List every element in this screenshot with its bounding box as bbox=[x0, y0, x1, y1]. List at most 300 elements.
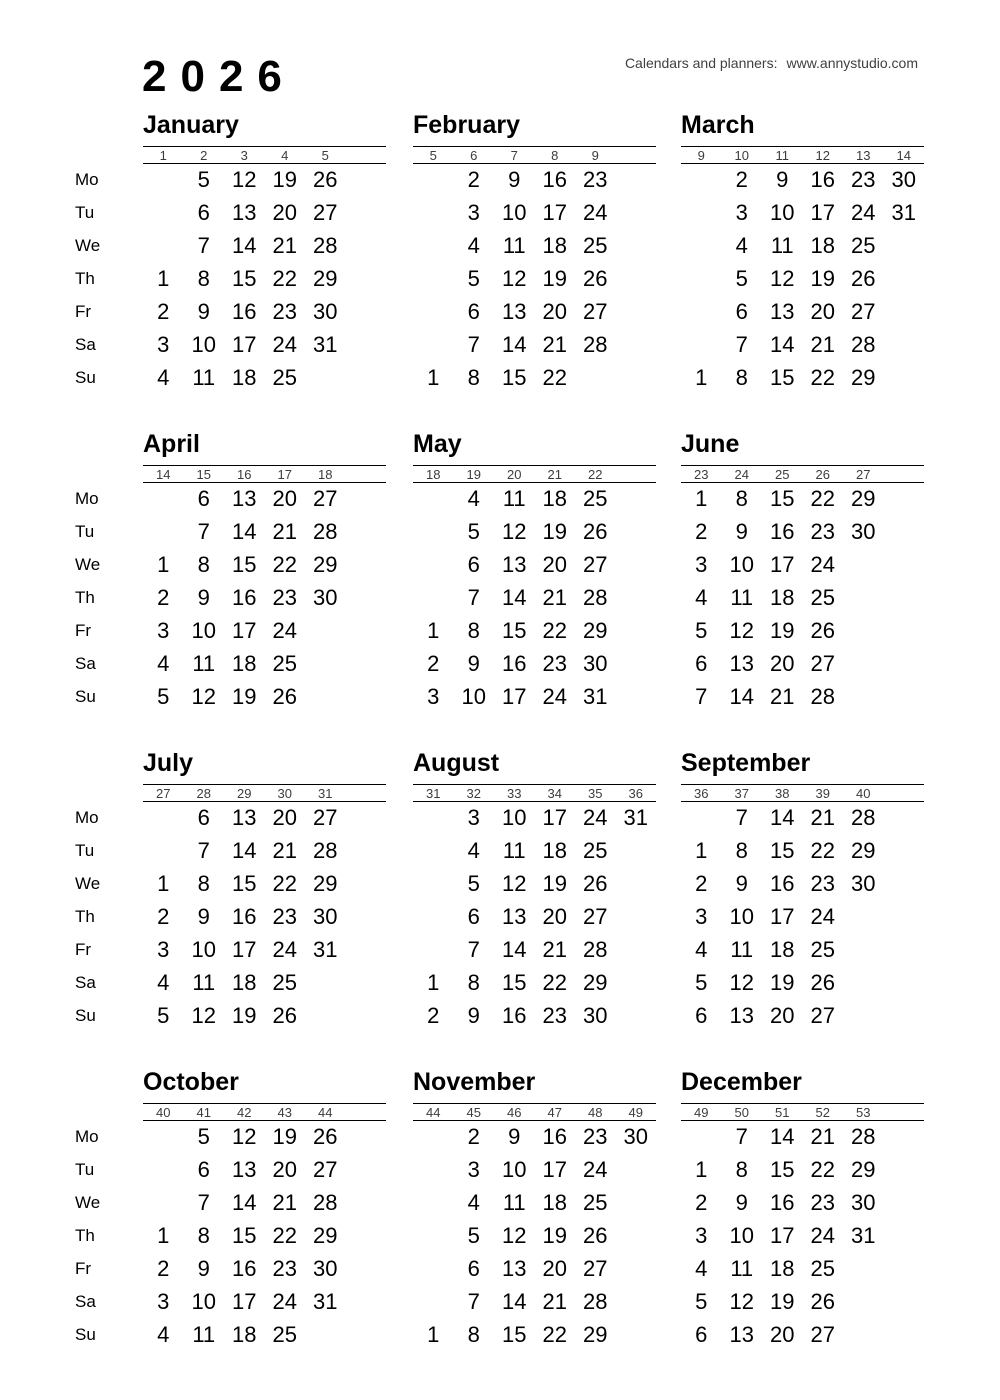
date-cell: 9 bbox=[735, 1190, 748, 1216]
week-number: 50 bbox=[734, 1104, 749, 1120]
date-cell: 13 bbox=[502, 552, 527, 578]
date-row bbox=[681, 933, 924, 966]
month-april bbox=[143, 425, 386, 713]
week-number: 14 bbox=[896, 147, 911, 163]
weekday-label: Fr bbox=[75, 939, 92, 959]
date-cell: 26 bbox=[313, 1124, 338, 1150]
date-cell: 31 bbox=[313, 936, 338, 962]
credit-url: www.annystudio.com bbox=[786, 55, 918, 71]
date-cell: 22 bbox=[542, 364, 567, 390]
date-cell: 2 bbox=[427, 650, 440, 676]
date-cell: 26 bbox=[851, 266, 876, 291]
month-row-2 bbox=[75, 425, 925, 713]
date-cell: 16 bbox=[502, 650, 527, 676]
date-cell: 22 bbox=[272, 266, 297, 291]
weekday-label: Tu bbox=[75, 841, 95, 861]
date-row bbox=[413, 549, 656, 582]
week-number-row bbox=[143, 784, 386, 802]
date-cell: 25 bbox=[583, 1190, 608, 1216]
month-title: May bbox=[413, 430, 462, 458]
date-cell: 5 bbox=[695, 617, 708, 643]
date-row bbox=[681, 966, 924, 999]
date-row bbox=[681, 263, 924, 296]
date-cell: 29 bbox=[313, 1223, 338, 1248]
date-cell: 22 bbox=[810, 1157, 835, 1183]
date-cell: 28 bbox=[313, 838, 338, 864]
date-cell: 15 bbox=[770, 1157, 795, 1183]
date-cell: 26 bbox=[272, 683, 297, 709]
date-cell: 2 bbox=[157, 298, 170, 324]
date-row bbox=[681, 361, 924, 394]
week-number: 32 bbox=[466, 785, 481, 801]
date-cell: 1 bbox=[427, 364, 440, 390]
date-cell: 30 bbox=[583, 650, 608, 676]
date-cell: 29 bbox=[583, 969, 608, 995]
month-title: July bbox=[143, 749, 194, 777]
date-cell: 17 bbox=[502, 683, 527, 709]
date-row bbox=[681, 1318, 924, 1351]
date-grid bbox=[143, 1121, 386, 1351]
date-grid bbox=[413, 164, 656, 394]
date-cell: 19 bbox=[770, 1288, 795, 1314]
date-cell: 12 bbox=[729, 617, 754, 643]
weekday-labels bbox=[75, 1121, 137, 1351]
date-cell: 15 bbox=[770, 486, 795, 512]
date-cell: 4 bbox=[695, 585, 708, 610]
calendar-grid bbox=[75, 106, 925, 1382]
date-cell: 23 bbox=[810, 1190, 835, 1216]
week-number: 9 bbox=[591, 147, 599, 163]
date-cell: 13 bbox=[232, 805, 257, 831]
date-cell: 4 bbox=[157, 650, 170, 676]
date-cell: 29 bbox=[851, 1157, 876, 1183]
month-september bbox=[681, 744, 924, 1032]
week-number: 29 bbox=[237, 785, 252, 801]
date-cell: 26 bbox=[313, 167, 338, 193]
date-cell: 5 bbox=[695, 969, 708, 995]
date-row bbox=[413, 582, 656, 615]
weekday-label: Sa bbox=[75, 653, 96, 673]
date-cell: 1 bbox=[695, 486, 708, 512]
date-cell: 12 bbox=[232, 167, 257, 193]
date-cell: 13 bbox=[729, 650, 754, 676]
week-number: 34 bbox=[547, 785, 562, 801]
date-grid bbox=[143, 483, 386, 713]
date-cell: 8 bbox=[467, 1321, 480, 1347]
weekday-label: Sa bbox=[75, 334, 96, 354]
date-row bbox=[681, 1154, 924, 1187]
date-cell: 27 bbox=[583, 298, 608, 324]
date-cell: 3 bbox=[157, 1288, 170, 1314]
date-cell: 18 bbox=[770, 585, 795, 610]
week-number: 20 bbox=[507, 466, 522, 482]
date-cell: 24 bbox=[272, 1288, 297, 1314]
date-row bbox=[681, 614, 924, 647]
date-row bbox=[143, 549, 386, 582]
date-cell: 18 bbox=[542, 233, 567, 259]
date-cell: 9 bbox=[197, 298, 210, 324]
week-number: 44 bbox=[426, 1104, 441, 1120]
week-number-row bbox=[413, 1103, 656, 1121]
weekday-label: Th bbox=[75, 588, 95, 607]
date-row bbox=[681, 483, 924, 516]
date-cell: 10 bbox=[191, 936, 216, 962]
month-june bbox=[681, 425, 924, 713]
date-row bbox=[143, 933, 386, 966]
date-cell: 4 bbox=[467, 838, 480, 864]
date-cell: 20 bbox=[770, 1321, 795, 1347]
date-cell: 18 bbox=[542, 486, 567, 512]
date-grid bbox=[143, 164, 386, 394]
date-cell: 1 bbox=[695, 838, 708, 864]
date-cell: 30 bbox=[851, 1190, 876, 1216]
credit-label: Calendars and planners: bbox=[624, 55, 778, 71]
date-row bbox=[681, 999, 924, 1032]
date-row bbox=[143, 483, 386, 516]
date-row bbox=[143, 263, 386, 296]
date-cell: 29 bbox=[313, 871, 338, 897]
date-cell: 25 bbox=[272, 364, 297, 390]
date-cell: 19 bbox=[542, 266, 567, 291]
date-row bbox=[143, 614, 386, 647]
date-cell: 6 bbox=[695, 650, 708, 676]
date-row bbox=[413, 230, 656, 263]
date-cell: 6 bbox=[197, 1157, 210, 1183]
date-cell: 18 bbox=[810, 233, 835, 259]
date-row bbox=[143, 582, 386, 615]
date-row bbox=[681, 901, 924, 934]
date-cell: 5 bbox=[735, 266, 748, 291]
week-number: 5 bbox=[429, 147, 437, 163]
week-number: 46 bbox=[507, 1104, 522, 1120]
date-row bbox=[413, 295, 656, 328]
date-cell: 23 bbox=[583, 167, 608, 193]
date-cell: 10 bbox=[191, 617, 216, 643]
date-cell: 20 bbox=[810, 298, 835, 324]
date-cell: 18 bbox=[232, 1321, 257, 1347]
date-cell: 21 bbox=[542, 331, 567, 357]
week-number: 28 bbox=[196, 785, 211, 801]
date-row bbox=[413, 164, 656, 197]
date-cell: 27 bbox=[810, 1321, 835, 1347]
week-number-row bbox=[681, 146, 924, 164]
date-cell: 11 bbox=[730, 585, 754, 610]
date-cell: 12 bbox=[729, 969, 754, 995]
date-row bbox=[413, 516, 656, 549]
date-cell: 7 bbox=[197, 838, 210, 864]
date-cell: 14 bbox=[232, 838, 257, 864]
date-cell: 2 bbox=[427, 1002, 440, 1028]
date-cell: 15 bbox=[232, 1223, 257, 1248]
date-row bbox=[143, 647, 386, 680]
date-cell: 28 bbox=[583, 1288, 608, 1314]
date-cell: 6 bbox=[197, 486, 210, 512]
month-title: November bbox=[413, 1068, 536, 1096]
weekday-label: Fr bbox=[75, 620, 92, 640]
date-row bbox=[413, 1252, 656, 1285]
week-number: 36 bbox=[694, 785, 709, 801]
date-cell: 7 bbox=[467, 1288, 480, 1314]
week-number: 42 bbox=[237, 1104, 252, 1120]
date-cell: 23 bbox=[583, 1124, 608, 1150]
date-cell: 1 bbox=[157, 266, 170, 291]
month-february bbox=[413, 106, 656, 394]
date-cell: 7 bbox=[197, 233, 210, 259]
week-number-row bbox=[681, 465, 924, 483]
date-cell: 17 bbox=[542, 1157, 567, 1183]
date-cell: 1 bbox=[157, 1223, 170, 1248]
date-cell: 2 bbox=[695, 519, 708, 545]
week-number: 37 bbox=[734, 785, 749, 801]
weekday-label: Su bbox=[75, 367, 96, 387]
date-cell: 20 bbox=[542, 904, 567, 929]
date-cell: 17 bbox=[770, 1223, 795, 1248]
date-cell: 8 bbox=[735, 364, 748, 390]
week-number: 5 bbox=[321, 147, 329, 163]
date-cell: 17 bbox=[810, 200, 835, 226]
week-number: 33 bbox=[507, 785, 522, 801]
date-cell: 14 bbox=[502, 1288, 527, 1314]
date-row bbox=[681, 1220, 924, 1253]
date-cell: 13 bbox=[232, 486, 257, 512]
weekday-label: Fr bbox=[75, 301, 92, 321]
date-cell: 24 bbox=[851, 200, 876, 226]
date-cell: 9 bbox=[776, 167, 789, 193]
month-november bbox=[413, 1063, 656, 1351]
date-cell: 12 bbox=[729, 1288, 754, 1314]
date-cell: 26 bbox=[583, 1223, 608, 1248]
date-row bbox=[143, 230, 386, 263]
date-cell: 25 bbox=[272, 650, 297, 676]
date-cell: 27 bbox=[313, 1157, 338, 1183]
date-cell: 8 bbox=[197, 266, 210, 291]
weekday-label: We bbox=[75, 236, 101, 256]
date-cell: 8 bbox=[735, 486, 748, 512]
date-cell: 3 bbox=[695, 552, 708, 578]
date-cell: 17 bbox=[232, 1288, 257, 1314]
date-row bbox=[681, 680, 924, 713]
date-cell: 9 bbox=[735, 871, 748, 897]
date-cell: 3 bbox=[157, 936, 170, 962]
date-row bbox=[413, 1285, 656, 1318]
weekday-label: Sa bbox=[75, 1291, 96, 1311]
date-cell: 16 bbox=[232, 904, 257, 929]
date-row bbox=[681, 1285, 924, 1318]
date-cell: 14 bbox=[502, 331, 527, 357]
date-grid bbox=[413, 802, 656, 1032]
week-number: 3 bbox=[240, 147, 248, 163]
date-cell: 21 bbox=[810, 331, 835, 357]
date-cell: 15 bbox=[502, 617, 527, 643]
date-cell: 6 bbox=[467, 552, 480, 578]
date-cell: 10 bbox=[502, 805, 527, 831]
week-number: 8 bbox=[551, 147, 559, 163]
date-cell: 1 bbox=[427, 617, 440, 643]
date-cell: 2 bbox=[695, 871, 708, 897]
week-number: 52 bbox=[815, 1104, 830, 1120]
date-row bbox=[413, 1154, 656, 1187]
date-cell: 14 bbox=[770, 331, 795, 357]
date-cell: 20 bbox=[542, 1255, 567, 1281]
date-cell: 6 bbox=[197, 805, 210, 831]
date-cell: 7 bbox=[197, 519, 210, 545]
week-number: 27 bbox=[856, 466, 871, 482]
date-cell: 23 bbox=[542, 650, 567, 676]
date-cell: 15 bbox=[502, 1321, 527, 1347]
date-cell: 12 bbox=[502, 871, 527, 897]
date-cell: 11 bbox=[192, 650, 216, 676]
date-cell: 3 bbox=[157, 331, 170, 357]
date-cell: 21 bbox=[272, 233, 297, 259]
date-row bbox=[143, 516, 386, 549]
week-number: 31 bbox=[318, 785, 333, 801]
month-row-1 bbox=[75, 106, 925, 394]
date-row bbox=[143, 868, 386, 901]
date-cell: 2 bbox=[467, 167, 480, 193]
date-cell: 23 bbox=[851, 167, 876, 193]
date-cell: 24 bbox=[810, 904, 835, 929]
date-cell: 10 bbox=[191, 331, 216, 357]
date-cell: 13 bbox=[729, 1002, 754, 1028]
date-cell: 14 bbox=[770, 805, 795, 831]
date-cell: 23 bbox=[272, 298, 297, 324]
date-cell: 13 bbox=[502, 904, 527, 929]
date-cell: 18 bbox=[232, 969, 257, 995]
date-cell: 24 bbox=[542, 683, 567, 709]
week-number: 45 bbox=[466, 1104, 481, 1120]
date-cell: 6 bbox=[467, 1255, 480, 1281]
date-grid bbox=[413, 483, 656, 713]
date-row bbox=[143, 999, 386, 1032]
date-row bbox=[413, 197, 656, 230]
date-cell: 10 bbox=[191, 1288, 216, 1314]
weekday-label: Tu bbox=[75, 1160, 95, 1180]
date-cell: 10 bbox=[770, 200, 795, 226]
date-cell: 17 bbox=[542, 200, 567, 226]
date-cell: 23 bbox=[272, 904, 297, 929]
date-cell: 8 bbox=[467, 364, 480, 390]
date-cell: 27 bbox=[851, 298, 876, 324]
month-row-3 bbox=[75, 744, 925, 1032]
month-march bbox=[681, 106, 924, 394]
date-cell: 16 bbox=[810, 167, 835, 193]
date-cell: 20 bbox=[542, 552, 567, 578]
credit bbox=[625, 55, 918, 71]
date-row bbox=[143, 1154, 386, 1187]
date-cell: 30 bbox=[623, 1124, 648, 1150]
week-number: 14 bbox=[156, 466, 171, 482]
date-grid bbox=[681, 164, 924, 394]
week-number: 25 bbox=[775, 466, 790, 482]
date-cell: 21 bbox=[542, 585, 567, 610]
date-cell: 9 bbox=[197, 904, 210, 929]
date-row bbox=[413, 1187, 656, 1220]
date-cell: 22 bbox=[272, 1223, 297, 1248]
date-cell: 5 bbox=[157, 683, 170, 709]
date-row bbox=[143, 901, 386, 934]
date-cell: 18 bbox=[542, 838, 567, 864]
weekday-label: Mo bbox=[75, 808, 99, 828]
date-cell: 14 bbox=[232, 1190, 257, 1216]
date-cell: 28 bbox=[583, 936, 608, 962]
weekday-label: Th bbox=[75, 269, 95, 288]
date-cell: 7 bbox=[735, 1124, 748, 1150]
date-cell: 7 bbox=[735, 805, 748, 831]
date-row bbox=[143, 328, 386, 361]
date-cell: 22 bbox=[272, 871, 297, 897]
date-row bbox=[143, 361, 386, 394]
date-row bbox=[681, 1252, 924, 1285]
date-cell: 24 bbox=[810, 552, 835, 578]
date-grid bbox=[681, 802, 924, 1032]
date-row bbox=[143, 835, 386, 868]
weekday-label: Tu bbox=[75, 522, 95, 542]
date-cell: 6 bbox=[197, 200, 210, 226]
date-cell: 1 bbox=[157, 871, 170, 897]
date-cell: 7 bbox=[735, 331, 748, 357]
month-title: August bbox=[413, 749, 500, 777]
week-number: 31 bbox=[426, 785, 441, 801]
date-row bbox=[681, 328, 924, 361]
date-cell: 23 bbox=[272, 1255, 297, 1281]
date-cell: 30 bbox=[313, 585, 338, 610]
date-cell: 26 bbox=[583, 266, 608, 291]
date-cell: 21 bbox=[272, 1190, 297, 1216]
date-cell: 20 bbox=[542, 298, 567, 324]
date-cell: 4 bbox=[157, 1321, 170, 1347]
date-cell: 26 bbox=[583, 871, 608, 897]
week-number-row bbox=[413, 784, 656, 802]
date-cell: 3 bbox=[467, 200, 480, 226]
date-cell: 26 bbox=[272, 1002, 297, 1028]
week-number: 21 bbox=[547, 466, 562, 482]
date-cell: 20 bbox=[272, 805, 297, 831]
date-cell: 3 bbox=[695, 1223, 708, 1248]
week-number: 10 bbox=[734, 147, 749, 163]
date-cell: 25 bbox=[583, 233, 608, 259]
month-january bbox=[143, 106, 386, 394]
date-cell: 29 bbox=[313, 552, 338, 578]
week-number: 11 bbox=[775, 147, 789, 163]
date-cell: 2 bbox=[735, 167, 748, 193]
week-number: 41 bbox=[196, 1104, 211, 1120]
date-cell: 10 bbox=[461, 683, 486, 709]
date-cell: 31 bbox=[891, 200, 916, 226]
date-cell: 30 bbox=[313, 298, 338, 324]
date-cell: 20 bbox=[272, 486, 297, 512]
date-cell: 3 bbox=[695, 904, 708, 929]
date-cell: 31 bbox=[313, 1288, 338, 1314]
date-cell: 1 bbox=[695, 364, 708, 390]
date-cell: 16 bbox=[770, 519, 795, 545]
date-cell: 22 bbox=[272, 552, 297, 578]
month-title: October bbox=[143, 1068, 239, 1096]
week-number: 44 bbox=[318, 1104, 333, 1120]
date-cell: 21 bbox=[810, 805, 835, 831]
date-cell: 27 bbox=[810, 1002, 835, 1028]
date-cell: 12 bbox=[770, 266, 795, 291]
weekday-label: Mo bbox=[75, 489, 99, 509]
date-cell: 25 bbox=[272, 1321, 297, 1347]
month-august bbox=[413, 744, 656, 1032]
date-cell: 18 bbox=[232, 364, 257, 390]
week-number-row bbox=[413, 465, 656, 483]
date-cell: 7 bbox=[695, 683, 708, 709]
date-cell: 4 bbox=[467, 1190, 480, 1216]
date-row bbox=[413, 328, 656, 361]
week-number: 18 bbox=[318, 466, 333, 482]
week-number: 4 bbox=[281, 147, 289, 163]
